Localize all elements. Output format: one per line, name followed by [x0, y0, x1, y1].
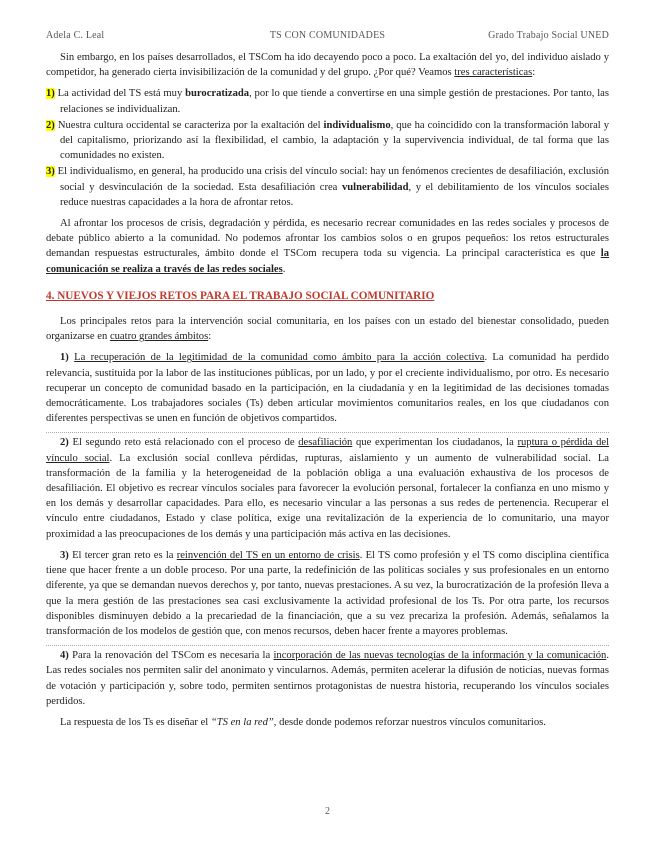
challenge-3: 3) El tercer gran reto es la reinvención del TS en un entorno de crisis. El TS como profesión y el TS como disciplina científica tiene que hacer frente a un doble proceso. Por una parte, la redefinición de las políticas sociales y sus profesionales en un entorno diferente, ya que se demandan nuevos derechos y, por tanto, nuevas prestaciones. A su vez, la burocratización de la profesión lleva a que la mera gestión de las prestaciones sea casi exclusivamente la actividad profesional de los Ts. Por otra parte, los recursos disponibles disminuyen debido a la precariedad de la financiación, que a su vez precariza la profesión. Además, señalamos la transformación de los modelos de gestión que, con menos recursos, deben hacer frente a mayores problemas.: [46, 549, 609, 637]
challenge-2: 2) El segundo reto está relacionado con el proceso de desafiliación que experimentan los ciudadanos, la ruptura o pérdida del vínculo social. La exclusión social conlleva pérdidas, rupturas, aislamiento y un aumento de vulnerabilidad social. La transformación de la familia y la heterogeneidad de la población obliga a una evaluación exhaustiva de los procesos de desafiliación. El objetivo es recrear vínculos sociales para favorecer la evolución personal, fortalecer la confianza en uno mismo y en los demás y desarrollar capacidades. Para ello, es necesario vincular a las personas a sus redes de pertenencia. Recuperar el vínculo entre ciudadanos, Estado y clase política, exige una revitalización de la experiencia de lo comunitario, una mayor proximidad a las preocupaciones de los demás y una participación más activa en las decisiones.: [46, 432, 609, 541]
section-title: 4. NUEVOS Y VIEJOS RETOS PARA EL TRABAJO SOCIAL COMUNITARIO: [46, 289, 435, 302]
section-intro: Los principales retos para la intervención social comunitaria, en los países con un estado del bienestar consolidado, pueden organizarse en cuatro grandes ámbitos:: [46, 316, 609, 343]
page-number: 2: [325, 806, 330, 817]
challenge-1: 1) La recuperación de la legitimidad de la comunidad como ámbito para la acción colectiva. La comunidad ha perdido relevancia, sustituida por la labor de las instituciones públicas, por un lado, y por el creciente individualismo, por otro. Es necesario recuperar un concepto de comunidad basado en la participación, en la ciudadanía y en la legitimidad de las decisiones tomadas democráticamente. Los trabajadores sociales (Ts) deben articular movimientos comunitarios reales, en los que ciudadanos con diferentes perspectivas se unen en función de objetivos compartidos.: [46, 352, 609, 425]
header-author: Adela C. Leal: [46, 30, 105, 41]
header-title: TS CON COMUNIDADES: [269, 30, 386, 41]
list-item: 1) La actividad del TS está muy burocratizada, por lo que tiende a convertirse en una simple gestión de prestaciones. Por tanto, las relaciones se individualizan.: [46, 88, 609, 115]
list-number: 1): [46, 88, 55, 100]
intro-paragraph: Sin embargo, en los países desarrollados, el TSCom ha ido decayendo poco a poco. La exaltación del yo, del individuo aislado y competidor, ha generado cierta invisibilización de la comunidad y del grupo. ¿Por qué? Veamos tres características:: [46, 52, 609, 79]
challenge-4: 4) Para la renovación del TSCom es necesaria la incorporación de las nuevas tecnologías de la información y la comunicación. Las redes sociales nos permiten salir del anonimato y vincularnos. Además, permiten acelerar la difusión de noticias, nuevas formas de votación y participación y, sobre todo, permiten sentirnos protagonistas de nuestra historia, recuperando los vínculos sociales perdidos.: [46, 645, 609, 709]
list-number: 3): [46, 166, 55, 178]
header-course: Grado Trabajo Social UNED: [488, 30, 609, 41]
crisis-paragraph: Al afrontar los procesos de crisis, degradación y pérdida, es necesario recrear comunidades en las redes sociales y procesos de debate público abierto a la comunidad. No podemos afrontar los cambios solos o en grupos pequeños: los retos estructurales demandan respuestas estructurales, ámbito donde el TSCom recupera toda su vigencia. La principal característica es que la comunicación se realiza a través de las redes sociales.: [46, 218, 609, 275]
list-number: 2): [46, 119, 55, 131]
list-item: 3) El individualismo, en general, ha producido una crisis del vínculo social: hay un fenómenos crecientes de desafiliación, exclusión social y desvinculación de la sociedad. Esta desafiliación crea vulnerabilidad, y el debilitamiento de los vínculos sociales reduce nuestras capacidades a la hora de afrontar retos.: [46, 166, 609, 208]
list-item: 2) Nuestra cultura occidental se caracteriza por la exaltación del individualismo, que ha coincidido con la transformación laboral y del capitalismo, priorizando así la flexibilidad, el cambio, la adaptación y la supervivencia individual, de tal forma que las comunidades no existen.: [46, 119, 609, 162]
closing-paragraph: La respuesta de los Ts es diseñar el “TS en la red”, desde donde podemos reforzar nuestros vínculos comunitarios.: [60, 716, 546, 728]
characteristics-link: tres características: [454, 67, 533, 79]
document-body: [46, 50, 609, 736]
